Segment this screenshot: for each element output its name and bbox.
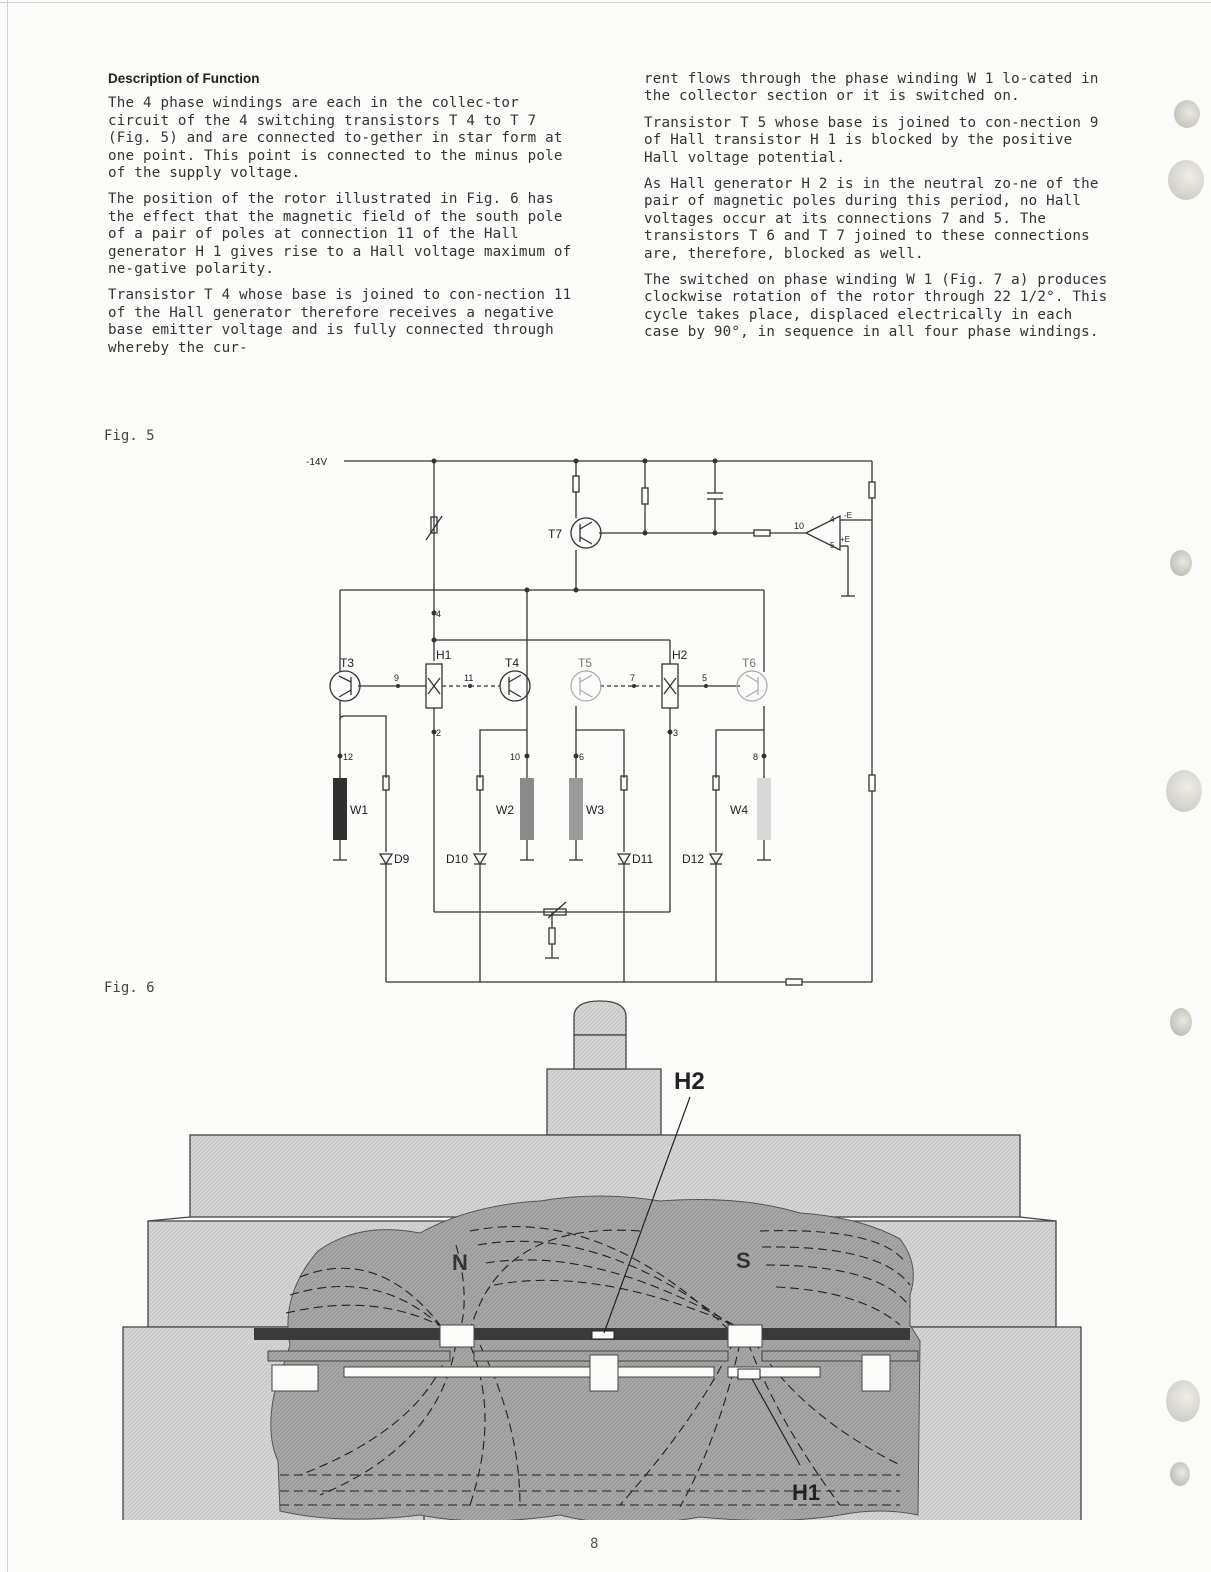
paragraph: rent flows through the phase winding W 1 lo-cated in the collector section or it is switched on. (644, 71, 1099, 105)
connection-label: 7 (630, 673, 636, 683)
connection-label: 12 (343, 752, 354, 762)
diode-label-d12: D12 (682, 852, 705, 866)
winding-w4 (757, 778, 771, 840)
connection-label: 6 (579, 752, 585, 762)
magnet-strip (254, 1328, 910, 1340)
transistor-label-t4: T4 (505, 656, 520, 670)
paragraph: As Hall generator H 2 is in the neutral zo-ne of the pair of magnetic poles during this period, no Hall voltages occur at its connections 7 and 5. The transistors T 6 and T 7 joined to these connections are, therefore, blocked as well. (644, 176, 1099, 262)
connection-label: 5 (830, 541, 835, 550)
pole-label-s: S (736, 1248, 751, 1273)
winding-label-w2: W2 (496, 803, 514, 817)
winding-w2 (520, 778, 534, 840)
supply-label: -14V (306, 457, 328, 468)
fig5-label: Fig. 5 (104, 428, 155, 444)
fig6-label: Fig. 6 (104, 980, 155, 996)
paragraph: Transistor T 4 whose base is joined to con-nection 11 of the Hall generator therefore receives a negative base emitter voltage and is fully connected through whereby the cur- (108, 287, 572, 356)
section-heading: Description of Function (108, 71, 260, 86)
shaft-cap (574, 1001, 626, 1035)
connection-label: 3 (673, 728, 679, 738)
transistor-label-t6: T6 (742, 656, 757, 670)
connection-label: 4 (830, 515, 835, 524)
connection-label: 10 (510, 752, 521, 762)
transistor-label-t7: T7 (548, 527, 563, 541)
diode-label-d10: D10 (446, 852, 469, 866)
connection-label: 4 (436, 609, 442, 619)
diode-label-d11: D11 (632, 852, 654, 866)
winding-label-w4: W4 (730, 803, 748, 817)
fig6-motor-cross-section (0, 995, 1211, 1520)
connection-label: 8 (753, 752, 759, 762)
connection-label: 2 (436, 728, 442, 738)
shaft-collar (547, 1069, 661, 1135)
hall-label-h2: H2 (674, 1068, 705, 1095)
winding-label-w1: W1 (350, 803, 368, 817)
connection-label: 5 (702, 673, 708, 683)
page-number: 8 (590, 1536, 599, 1552)
connection-label: 11 (464, 673, 474, 683)
transistor-label-t5: T5 (578, 656, 593, 670)
amp-input-label: -E (844, 511, 852, 520)
connection-label: 10 (794, 521, 805, 531)
paragraph: The 4 phase windings are each in the collec-tor circuit of the 4 switching transistors T 4 to T 7 (Fig. 5) and are connected to-gether in star form at one point. This point is connected to the minus pole of the supply voltage. (108, 95, 563, 182)
paragraph: Transistor T 5 whose base is joined to con-nection 9 of Hall transistor H 1 is blocked by the positive Hall voltage potential. (644, 114, 1099, 166)
hall-label-h1: H1 (436, 648, 452, 662)
paragraph: The position of the rotor illustrated in Fig. 6 has the effect that the magnetic field of the south pole of a pair of poles at connection 11 of the Hall generator H 1 gives rise to a Hall voltage maximum of ne-gative polarity. (108, 191, 572, 278)
winding-label-w3: W3 (586, 803, 604, 817)
hall-label-h1: H1 (792, 1480, 821, 1505)
transistor-label-t3: T3 (340, 656, 355, 670)
diode-label-d9: D9 (394, 852, 410, 866)
winding-w3 (569, 778, 583, 840)
hall-label-h2: H2 (672, 648, 688, 662)
hall-element-h1 (738, 1369, 760, 1379)
winding-w1 (333, 778, 347, 840)
paragraph: The switched on phase winding W 1 (Fig. 7 a) produces clockwise rotation of the rotor through 22 1/2°. This cycle takes place, displaced electrically in each case by 90°, in sequence in all four phase windings. (644, 272, 1108, 341)
pole-label-n: N (452, 1250, 468, 1275)
amp-input-label: +E (840, 535, 851, 544)
hall-element-h2 (592, 1331, 614, 1339)
connection-label: 9 (394, 673, 400, 683)
